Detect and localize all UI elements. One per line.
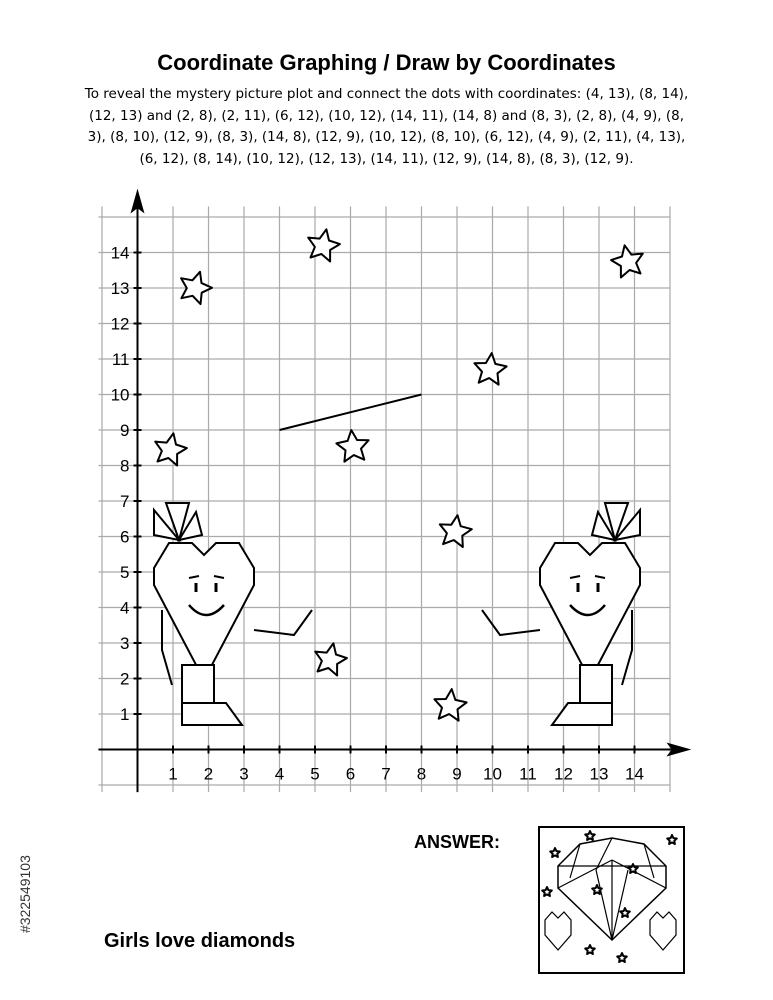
heart-body <box>154 543 254 680</box>
y-tick-label: 8 <box>120 456 130 476</box>
shoe <box>552 703 612 725</box>
page-title: Coordinate Graphing / Draw by Coordinates <box>157 50 616 75</box>
x-tick-label: 7 <box>381 764 391 784</box>
answer-thumbnail <box>539 827 684 973</box>
y-tick-label: 4 <box>120 598 130 618</box>
heart-character <box>134 0 312 725</box>
y-tick-label: 10 <box>110 385 130 405</box>
heart-character <box>482 0 660 725</box>
star-icon <box>315 643 347 675</box>
y-tick-label: 1 <box>120 705 130 724</box>
y-tick-label: 5 <box>120 563 130 582</box>
star-icon <box>611 245 643 277</box>
y-tick-label: 12 <box>110 314 130 334</box>
star-icon <box>440 515 472 547</box>
x-tick-label: 1 <box>168 764 178 784</box>
worksheet-subtitle: Girls love diamonds <box>104 930 296 952</box>
answer-label: ANSWER: <box>414 832 500 852</box>
star-icon <box>474 353 506 385</box>
y-tick-label: 13 <box>110 279 130 298</box>
star-icon <box>434 689 466 721</box>
x-tick-label: 3 <box>239 764 249 784</box>
x-tick-label: 13 <box>589 764 609 784</box>
instructions: To reveal the mystery picture plot and connect the dots with coordinates: (4, 13), (8, 14), (12, 13) and (2, 8), (2, 11), (6, 12), (10, 12), (14, 11), (14, 8) and (8, 3), (2, 8), (4, 9), (8, 3), (8, 10), (12, 9), (8, 3), (14, 8), (12, 9), (10, 12), (8, 10), (6, 12), (4, 9), (2, 11), (4, 13), (6, 12), (8, 14), (10, 12), (12, 13), (14, 11), (12, 9), (14, 8), (8, 3), (12, 9). <box>84 86 689 167</box>
y-tick-label: 14 <box>110 243 130 263</box>
y-tick-label: 6 <box>120 527 130 547</box>
arm <box>254 610 312 635</box>
x-tick-label: 10 <box>483 764 502 784</box>
x-tick-label: 5 <box>310 764 320 784</box>
y-tick-label: 11 <box>111 350 130 369</box>
x-tick-label: 6 <box>345 764 356 784</box>
x-tick-label: 8 <box>416 764 427 784</box>
x-tick-label: 12 <box>554 764 573 784</box>
y-tick-label: 3 <box>120 634 130 653</box>
arm <box>482 610 540 635</box>
x-tick-label: 2 <box>203 764 214 784</box>
stock-id: #322549103 <box>17 855 33 933</box>
x-tick-label: 11 <box>519 764 537 784</box>
x-tick-label: 4 <box>274 764 285 784</box>
y-tick-label: 2 <box>120 669 130 689</box>
y-tick-label: 9 <box>120 421 130 440</box>
arm <box>162 610 172 685</box>
star-icon <box>308 229 340 261</box>
arm <box>622 610 632 685</box>
heart-body <box>540 543 640 680</box>
x-tick-label: 9 <box>452 764 462 784</box>
star-icon <box>336 430 368 462</box>
x-tick-label: 14 <box>625 764 644 784</box>
y-tick-label: 7 <box>120 492 130 511</box>
star-icon <box>181 272 212 304</box>
shoe <box>182 703 242 725</box>
star-icon <box>155 433 187 465</box>
